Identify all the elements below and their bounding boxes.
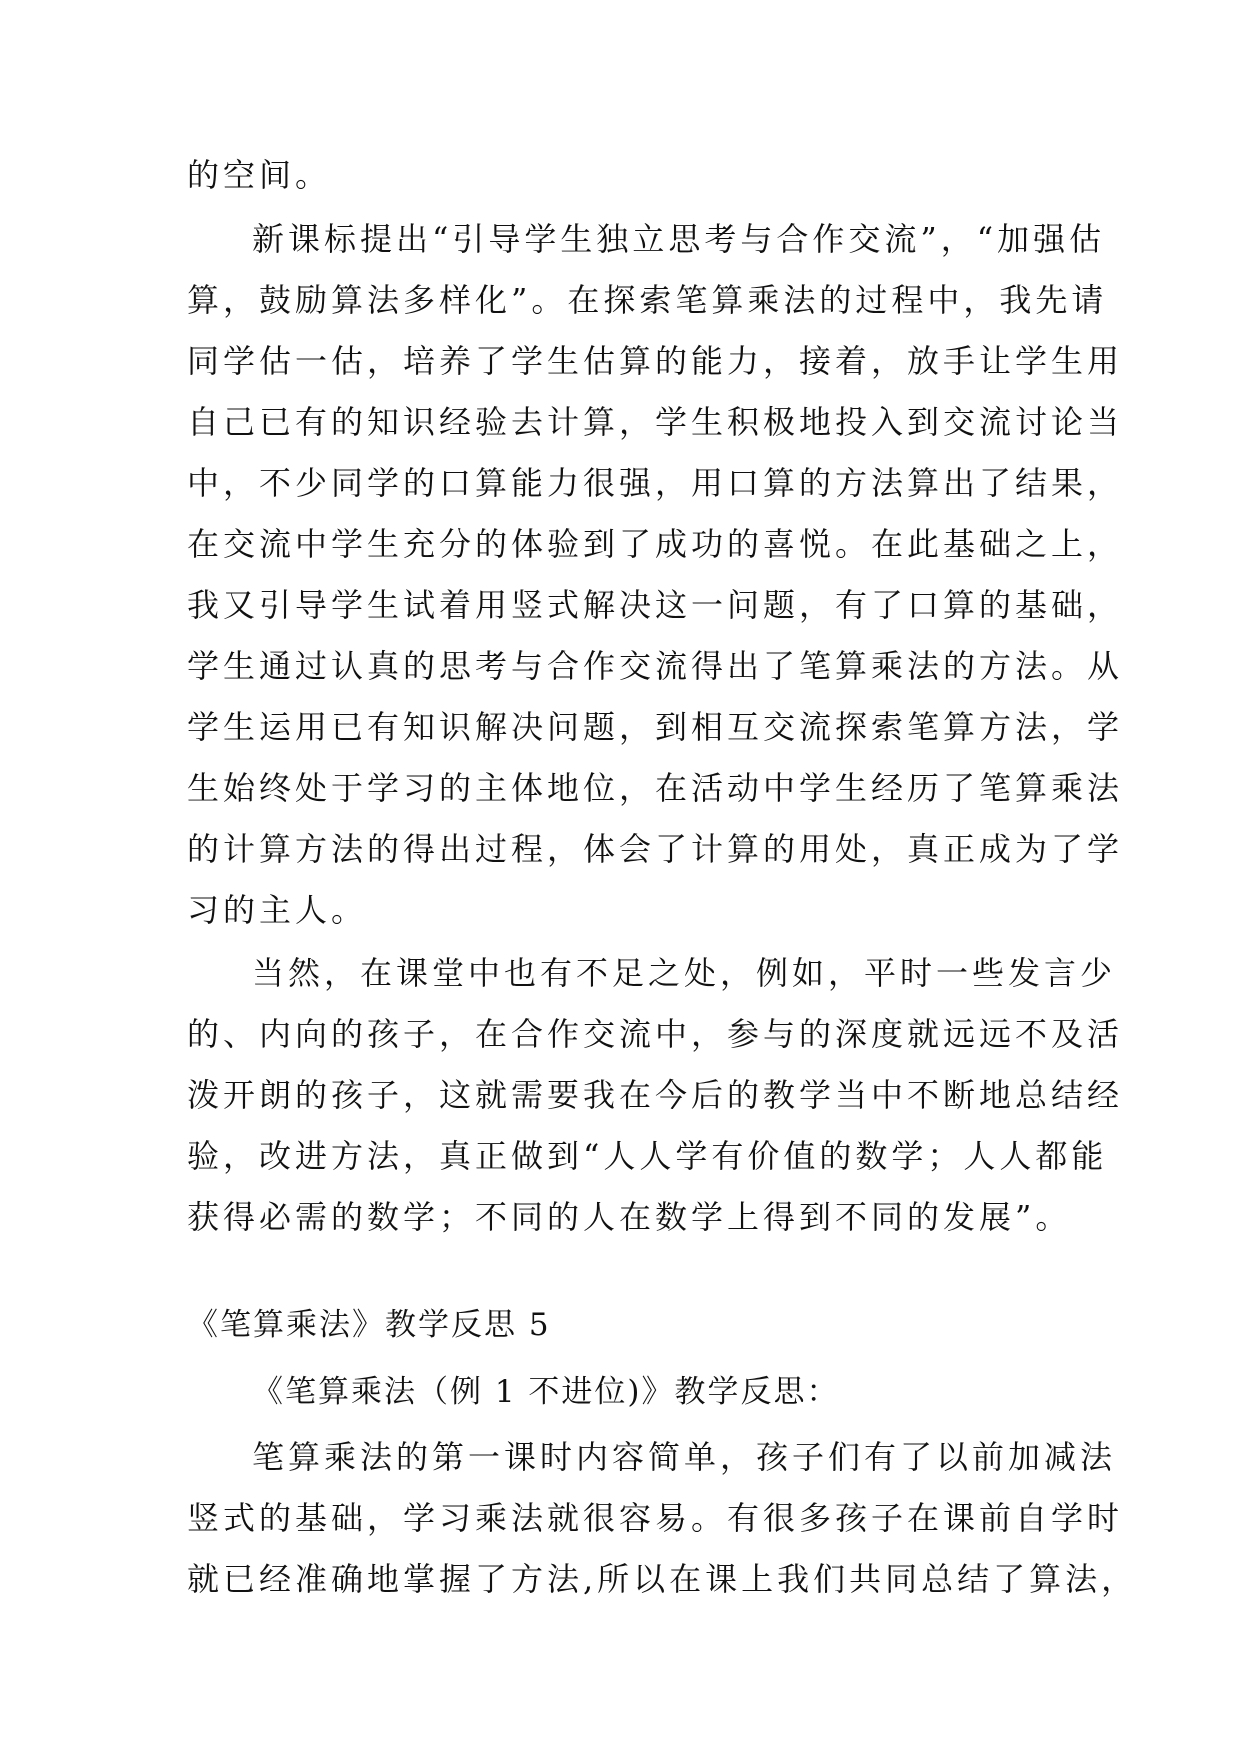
text-line: 学生通过认真的思考与合作交流得出了笔算乘法的方法。从 [187, 647, 1124, 685]
text-line: 中，不少同学的口算能力很强，用口算的方法算出了结果， [187, 464, 1124, 502]
text-line: 泼开朗的孩子，这就需要我在今后的教学当中不断地总结经 [187, 1076, 1124, 1114]
text-line: 的计算方法的得出过程，体会了计算的用处，真正成为了学 [187, 830, 1124, 868]
text-line: 竖式的基础，学习乘法就很容易。有很多孩子在课前自学时 [187, 1499, 1124, 1537]
text-line: 当然，在课堂中也有不足之处，例如，平时一些发言少 [252, 954, 1117, 992]
text-line: 生始终处于学习的主体地位，在活动中学生经历了笔算乘法 [187, 769, 1124, 807]
text-line: 习的主人。 [187, 891, 368, 929]
text-line: 获得必需的数学；不同的人在数学上得到不同的发展”。 [187, 1198, 1072, 1236]
section-heading: 《笔算乘法》教学反思 5 [187, 1307, 551, 1343]
text-line: 在交流中学生充分的体验到了成功的喜悦。在此基础之上， [187, 525, 1124, 563]
text-line: 学生运用已有知识解决问题，到相互交流探索笔算方法，学 [187, 708, 1124, 746]
text-line: 同学估一估，培养了学生估算的能力，接着，放手让学生用 [187, 342, 1124, 380]
text-line: 笔算乘法的第一课时内容简单，孩子们有了以前加减法 [252, 1438, 1117, 1476]
text-line: 自己已有的知识经验去计算，学生积极地投入到交流讨论当 [187, 403, 1124, 441]
section-subheading: 《笔算乘法（例 1 不进位)》教学反思： [252, 1374, 840, 1410]
text-line: 就已经准确地掌握了方法,所以在课上我们共同总结了算法， [187, 1560, 1138, 1598]
text-line: 验，改进方法，真正做到“人人学有价值的数学；人人都能 [187, 1137, 1108, 1175]
text-line: 的、内向的孩子，在合作交流中，参与的深度就远远不及活 [187, 1015, 1124, 1053]
text-line: 新课标提出“引导学生独立思考与合作交流”，“加强估 [252, 220, 1106, 258]
text-line: 的空间。 [187, 156, 332, 194]
text-line: 算，鼓励算法多样化”。在探索笔算乘法的过程中，我先请 [187, 281, 1108, 319]
text-line: 我又引导学生试着用竖式解决这一问题，有了口算的基础， [187, 586, 1124, 624]
